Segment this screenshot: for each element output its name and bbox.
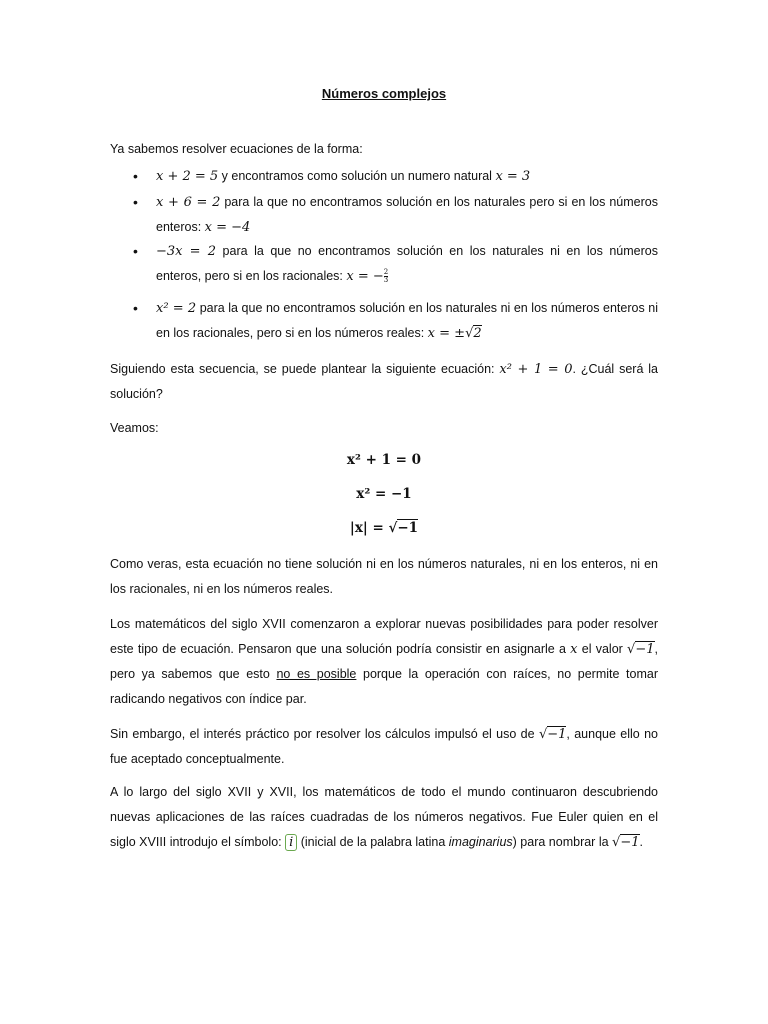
bullet-icon: • <box>133 243 138 259</box>
solution: x = − <box>346 269 384 284</box>
equation: x + 2 = 5 <box>156 169 219 184</box>
list-item <box>156 239 658 289</box>
radicand: −1 <box>620 835 640 850</box>
paragraph-text: . ¿Cuál será la solución? <box>110 362 659 401</box>
underlined-text: no es posible <box>276 667 357 681</box>
equation-line-2 <box>0 485 768 503</box>
veamos-label: Veamos: <box>110 421 159 435</box>
variable: x <box>570 642 578 657</box>
radicand: 2 <box>473 326 482 341</box>
page-title: Números complejos <box>321 86 447 101</box>
fraction <box>384 269 388 284</box>
list-item-text: para la que no encontramos solución en los naturales ni en los números enteros, pero si en los racionales: <box>156 244 658 283</box>
sqrt-icon: √ <box>465 326 474 341</box>
paragraph-text: el valor <box>577 642 628 656</box>
equation: x² + 1 = 0 <box>346 452 422 468</box>
list-item <box>156 190 658 240</box>
sqrt-expression <box>465 325 482 341</box>
paragraph-text: A lo largo del siglo XVII y XVII, los matemáticos de todo el mundo continuaron descubriendo nuevas aplicaciones de las raíces cuadradas de los números negativos. Fue Euler quien en el siglo XVIII introdujo el símbolo: <box>110 785 658 849</box>
equation-line-3 <box>0 519 768 537</box>
sqrt-expression <box>627 641 654 657</box>
paragraph-text: . <box>639 835 643 849</box>
list-item <box>156 164 658 189</box>
sqrt-icon: √ <box>388 520 398 536</box>
equation: x² = 2 <box>156 301 197 316</box>
fraction-denominator: 3 <box>383 276 389 285</box>
list-item-text: para la que no encontramos solución en los naturales ni en los números enteros ni en los racionales, pero si en los números reales: <box>156 301 658 340</box>
paragraph-question <box>110 357 658 407</box>
list-item-text: y encontramos como solución un numero natural <box>218 169 496 183</box>
solution: x = −4 <box>204 220 251 235</box>
bullet-icon: • <box>133 194 138 210</box>
paragraph-text: , aunque ello no fue aceptado conceptualmente. <box>110 727 658 766</box>
solution: x = 3 <box>495 169 531 184</box>
sqrt-icon: √ <box>627 642 636 657</box>
equation: −3x = 2 <box>156 244 217 259</box>
bullet-icon: • <box>133 300 138 316</box>
bullet-icon: • <box>133 168 138 184</box>
sqrt-expression <box>389 519 419 536</box>
radicand: −1 <box>547 727 567 742</box>
radicand: −1 <box>635 642 655 657</box>
intro-paragraph: Ya sabemos resolver ecuaciones de la forma: <box>110 142 363 156</box>
paragraph-text: Siguiendo esta secuencia, se puede plantear la siguiente ecuación: <box>110 362 500 376</box>
paragraph <box>110 780 658 855</box>
equation: x² = −1 <box>356 486 412 502</box>
solution: x = ± <box>427 326 466 341</box>
list-item-text: para la que no encontramos solución en los naturales pero si en los números enteros: <box>156 195 658 234</box>
imaginary-unit-symbol: i <box>285 834 297 851</box>
equation: |x| = <box>349 520 389 536</box>
paragraph-text: ) para nombrar la <box>512 835 613 849</box>
paragraph-text: Los matemáticos del siglo XVII comenzaron a explorar nuevas posibilidades para poder resolver este tipo de ecuación. Pensaron que una solución podría consistir en asignarle a <box>110 617 658 656</box>
fraction-numerator: 2 <box>383 268 389 277</box>
equation: x + 6 = 2 <box>156 195 221 210</box>
paragraph <box>110 612 658 712</box>
sqrt-expression <box>612 834 639 850</box>
paragraph <box>110 722 658 772</box>
paragraph: Como veras, esta ecuación no tiene solución ni en los números naturales, ni en los enteros, ni en los racionales, ni en los números reales. <box>110 557 658 596</box>
sqrt-icon: √ <box>612 835 621 850</box>
equation-line-1 <box>0 451 768 469</box>
sqrt-icon: √ <box>538 727 548 742</box>
paragraph-text: (inicial de la palabra latina <box>297 835 449 849</box>
paragraph-text: , pero ya sabemos que esto <box>110 642 658 681</box>
italic-text: imaginarius <box>448 835 513 849</box>
equation: x² + 1 = 0 <box>499 362 573 377</box>
radicand: −1 <box>397 520 419 536</box>
sqrt-expression <box>539 726 566 742</box>
paragraph-text: Sin embargo, el interés práctico por resolver los cálculos impulsó el uso de <box>110 727 539 741</box>
list-item <box>156 296 658 346</box>
paragraph-text: porque la operación con raíces, no permite tomar radicando negativos con índice par. <box>110 667 658 706</box>
